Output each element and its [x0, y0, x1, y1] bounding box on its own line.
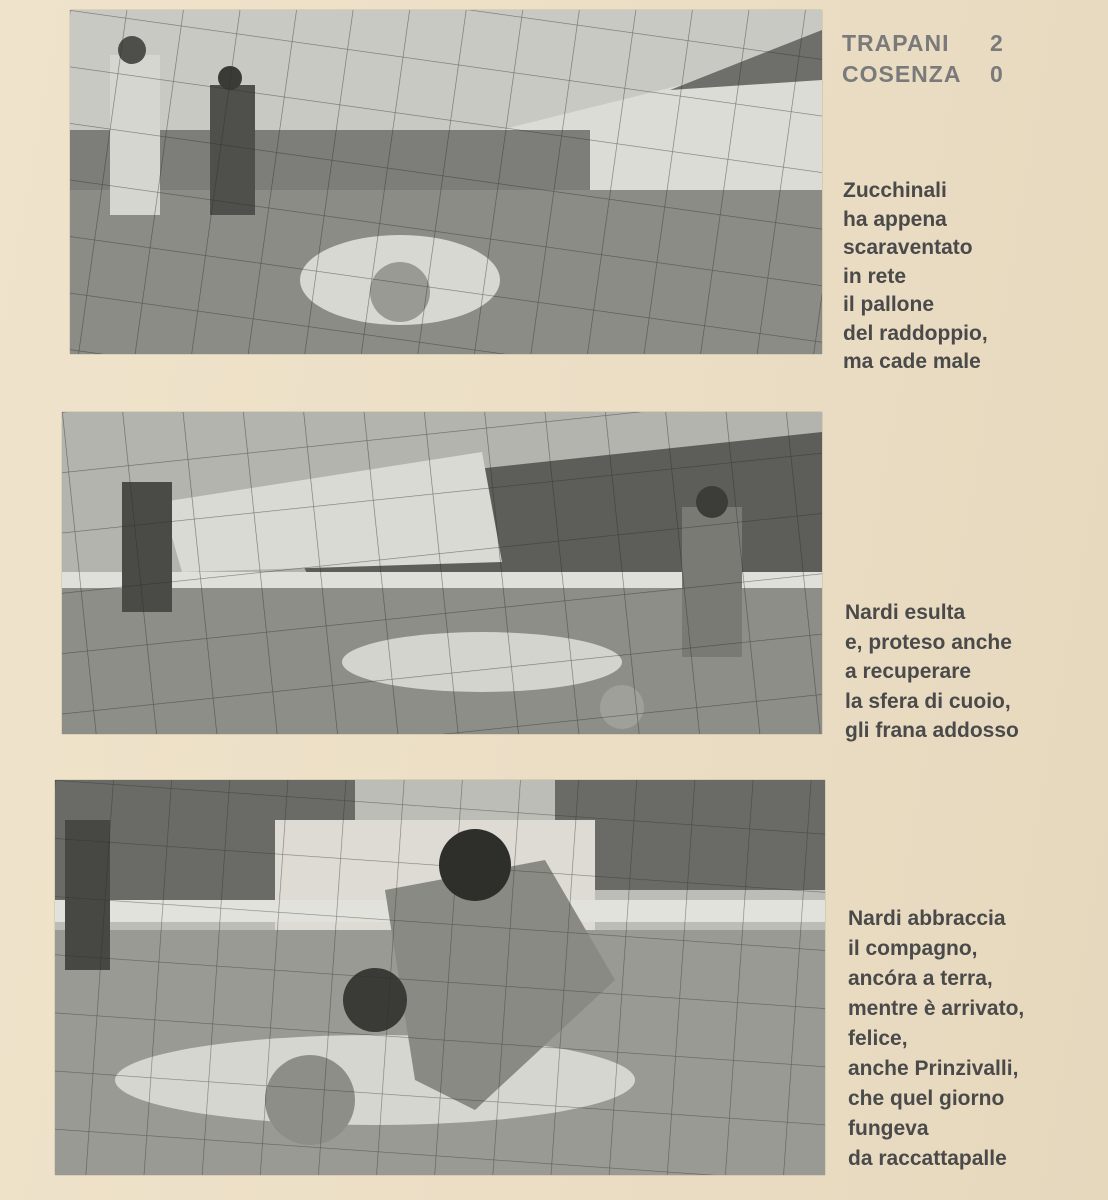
caption-line: il compagno, — [848, 937, 978, 960]
away-team: COSENZA — [842, 61, 962, 87]
photo-nardi-embrace — [55, 780, 825, 1175]
caption-line: fungeva — [848, 1117, 929, 1140]
photo-nardi-exults — [62, 412, 822, 734]
caption-line: del raddoppio, — [843, 321, 988, 345]
caption-line: scaraventato — [843, 236, 973, 259]
caption-line: gli frana addosso — [845, 719, 1019, 742]
caption-photo-2 — [845, 598, 1019, 746]
caption-photo-3 — [848, 904, 1024, 1174]
photo-nardi-exults-image — [62, 412, 822, 734]
caption-line: mentre è arrivato, — [848, 997, 1025, 1020]
photo-goal-celebration-image — [70, 10, 822, 354]
caption-line: anche Prinzivalli, — [848, 1057, 1019, 1080]
score-row-away — [842, 59, 1004, 90]
caption-line: Nardi esulta — [845, 601, 966, 624]
caption-line: e, proteso anche — [845, 630, 1012, 654]
away-goals: 0 — [990, 61, 1004, 87]
caption-line: ha appena — [843, 207, 947, 231]
caption-line: da raccattapalle — [848, 1147, 1007, 1170]
caption-photo-1 — [843, 177, 988, 377]
caption-line: il pallone — [843, 293, 935, 316]
home-team: TRAPANI — [842, 30, 950, 56]
caption-line: felice, — [848, 1027, 908, 1050]
score-row-home — [842, 28, 1004, 59]
caption-line: che quel giorno — [848, 1087, 1005, 1110]
home-goals: 2 — [990, 30, 1004, 56]
caption-line: Zucchinali — [843, 179, 947, 202]
photo-nardi-embrace-image — [55, 780, 825, 1175]
caption-line: in rete — [843, 264, 907, 288]
caption-line: ma cade male — [843, 350, 981, 373]
photo-goal-celebration — [70, 10, 822, 354]
caption-line: la sfera di cuoio, — [845, 689, 1011, 713]
caption-line: ancóra a terra, — [848, 967, 993, 990]
caption-line: a recuperare — [845, 660, 972, 683]
caption-line: Nardi abbraccia — [848, 907, 1006, 930]
match-score — [842, 28, 1004, 90]
